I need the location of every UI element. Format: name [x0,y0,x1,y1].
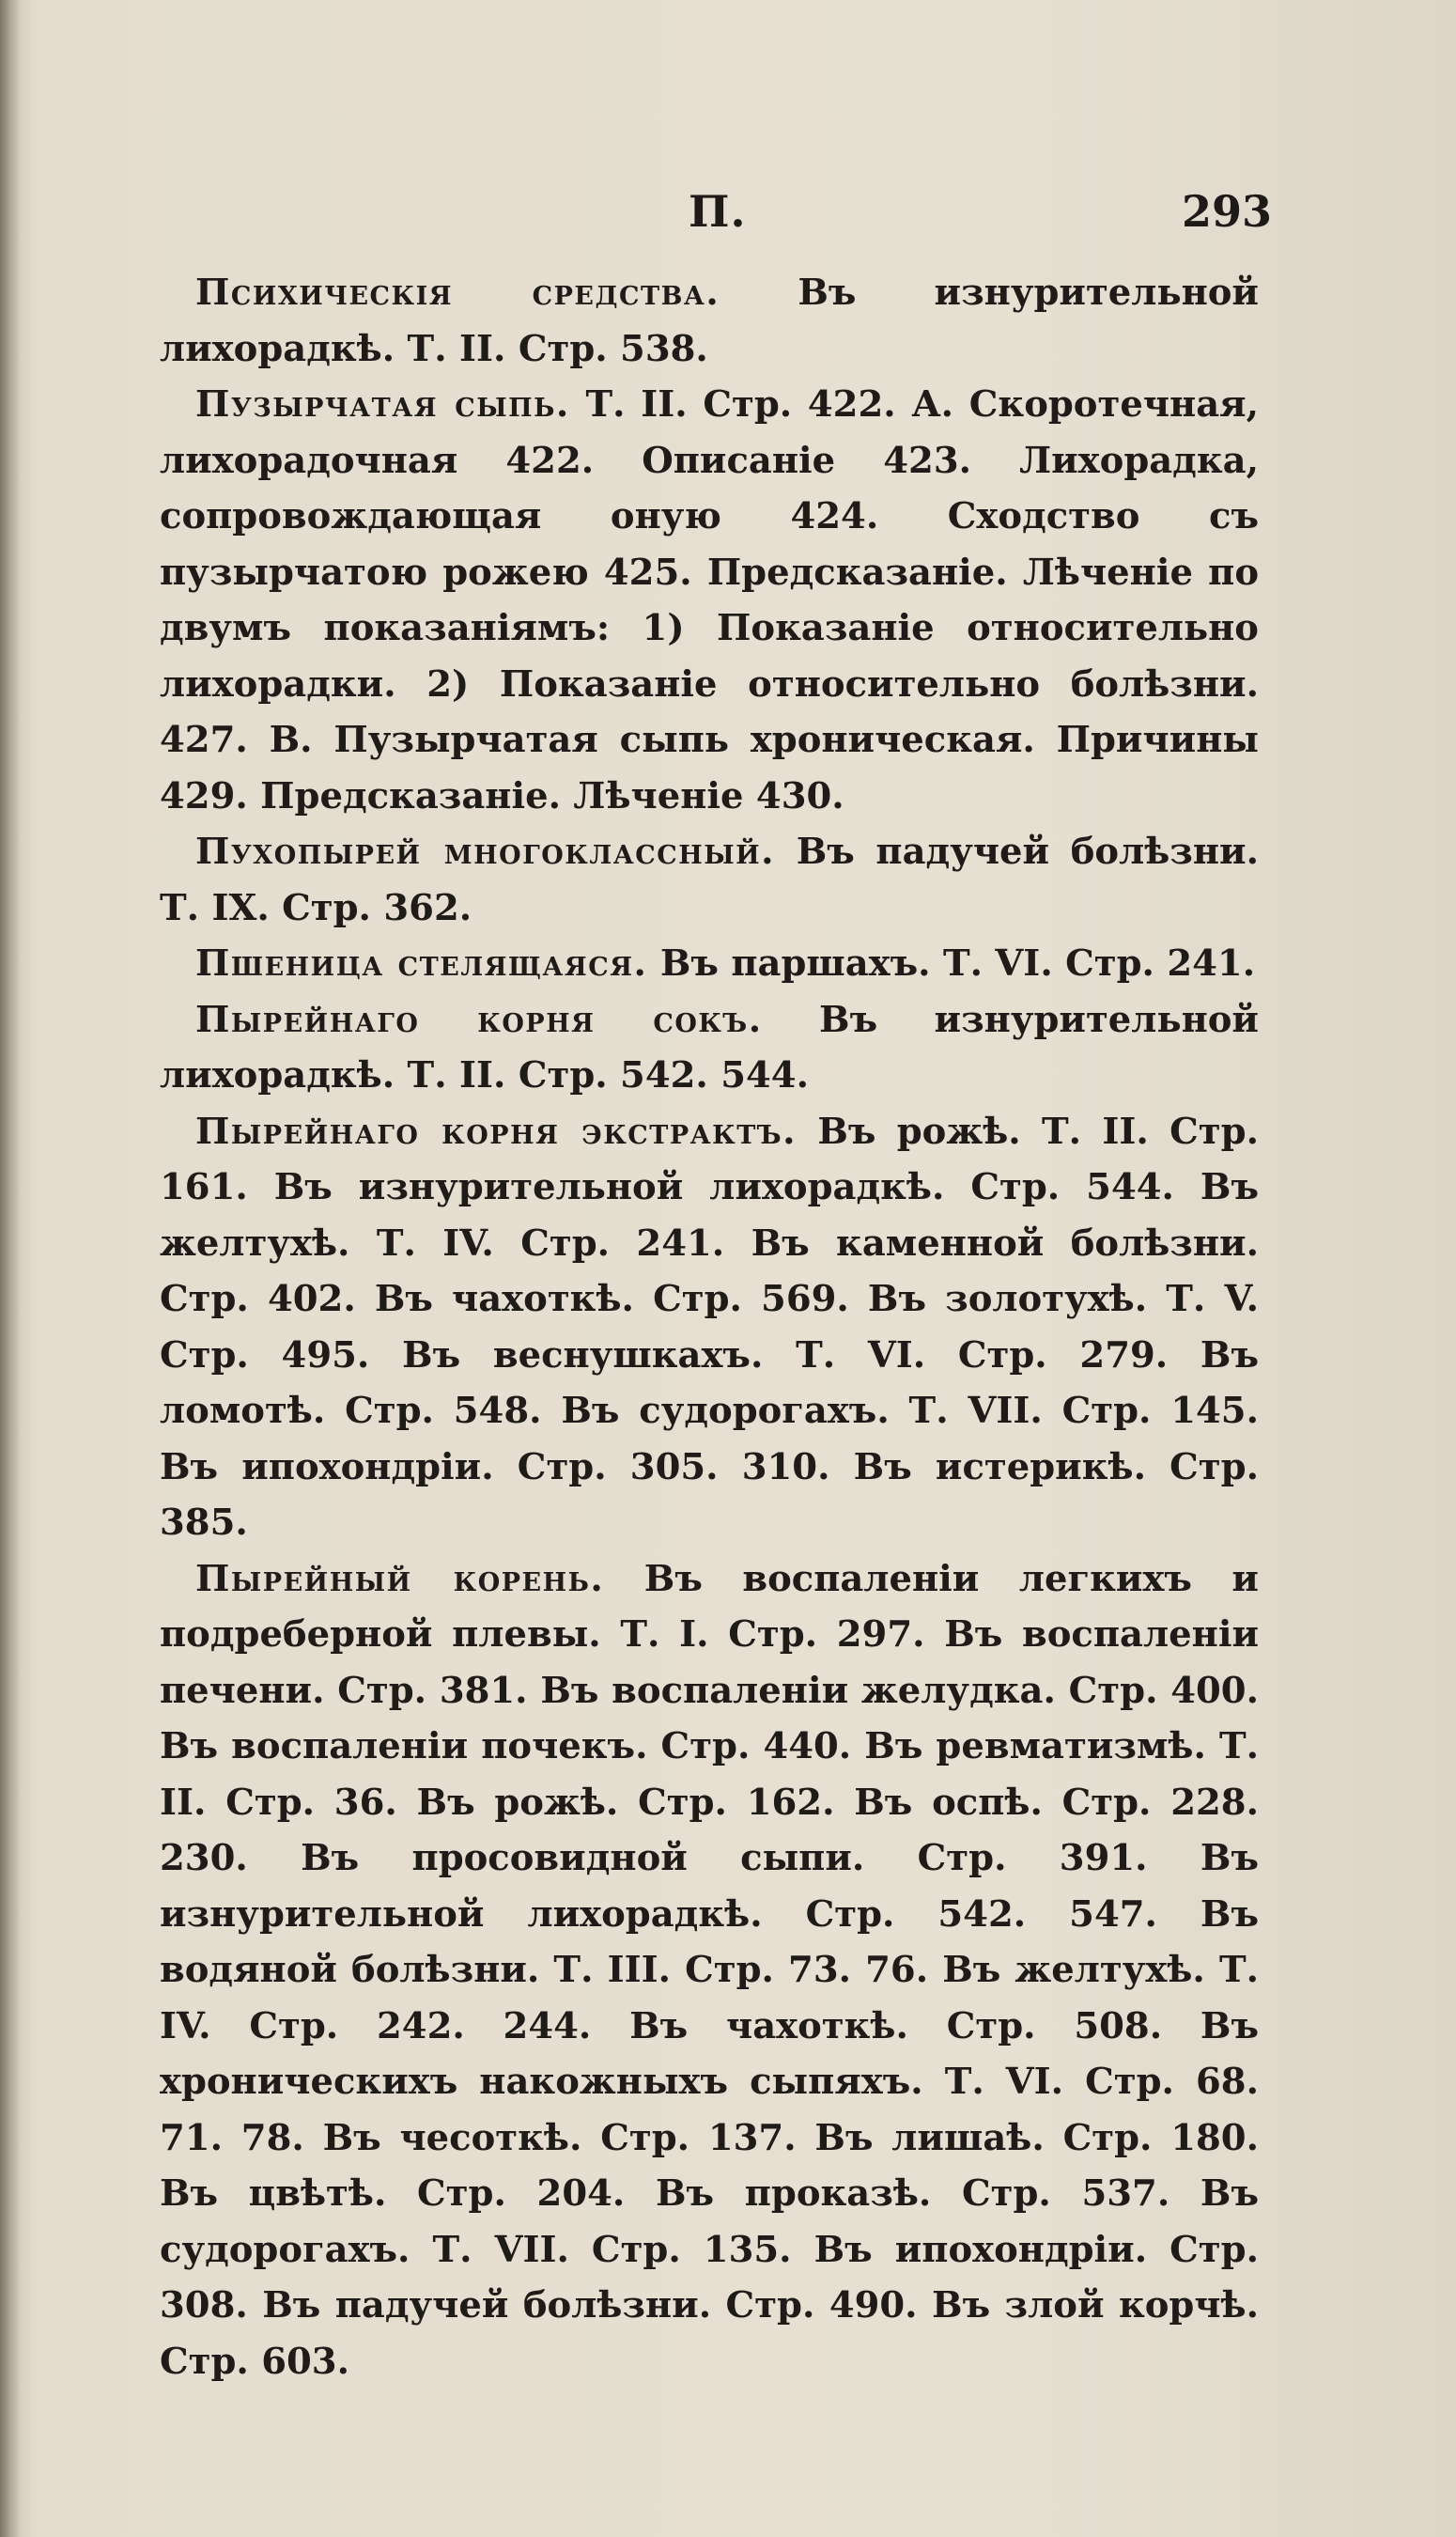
index-entry [160,1104,1259,1551]
entry-text: Въ воспаленіи легкихъ и подреберной плевы. Т. I. Стр. 297. Въ воспаленіи печени. Стр. 381. Въ воспаленіи желудка. Стр. 400. Въ воспаленіи почекъ. Стр. 440. Въ ревматизмѣ. Т. II. Стр. 36. Въ рожѣ. Стр. 162. Въ оспѣ. Стр. 228. 230. Въ просовидной сыпи. Стр. 391. Въ изнурительной лихорадкѣ. Стр. 542. 547. Въ водяной болѣзни. Т. III. Стр. 73. 76. Въ желтухѣ. Т. IV. Стр. 242. 244. Въ чахоткѣ. Стр. 508. Въ хроническихъ накожныхъ сыпяхъ. Т. VI. Стр. 68. 71. 78. Въ чесоткѣ. Стр. 137. Въ лишаѣ. Стр. 180. Въ цвѣтѣ. Стр. 204. Въ проказѣ. Стр. 537. Въ судорогахъ. Т. VII. Стр. 135. Въ ипохондріи. Стр. 308. Въ падучей болѣзни. Стр. 490. Въ злой корчѣ. Стр. 603. [160,1557,1259,2383]
entry-text: Т. II. Стр. 422. А. Скоротечная, лихорадочная 422. Описаніе 423. Лихорадка, сопровождающая оную 424. Сходство съ пузырчатою рожею 425. Предсказаніе. Лѣченіе по двумъ показаніямъ: 1) Показаніе относительно лихорадки. 2) Показаніе относительно болѣзни. 427. В. Пузырчатая сыпь хроническая. Причины 429. Предсказаніе. Лѣченіе 430. [160,383,1259,817]
index-entry [160,936,1259,992]
entry-term: Пухопырей многоклассный. [195,831,776,873]
index-entry [160,377,1259,824]
page-edge-shadow [0,0,21,2537]
entry-term: Пырейнаго корня экстрактъ. [195,1110,798,1153]
entry-term: Пшеница стелящаяся. [195,942,648,985]
entry-term: Пырейнаго корня сокъ. [195,998,763,1041]
entry-text: Въ рожѣ. Т. II. Стр. 161. Въ изнурительной лихорадкѣ. Стр. 544. Въ желтухѣ. Т. IV. Стр. 241. Въ каменной болѣзни. Стр. 402. Въ чахоткѣ. Стр. 569. Въ золотухѣ. Т. V. Стр. 495. Въ веснушкахъ. Т. VI. Стр. 279. Въ ломотѣ. Стр. 548. Въ судорогахъ. Т. VII. Стр. 145. Въ ипохондріи. Стр. 305. 310. Въ истерикѣ. Стр. 385. [160,1110,1259,1544]
index-entries [160,265,1259,2389]
entry-term: Пырейный корень. [195,1557,605,1600]
entry-text: Въ изнурительной лихорадкѣ. Т. II. Стр. 538. [160,272,1259,370]
entry-term: Пузырчатая сыпь. [195,383,570,426]
index-entry [160,992,1259,1104]
section-letter: П. [689,186,747,237]
entry-term: Психическія средства. [195,272,720,314]
page-number: 293 [1182,186,1273,237]
entry-text: Въ падучей болѣзни. Т. IX. Стр. 362. [160,831,1259,929]
index-entry [160,824,1259,936]
index-entry [160,265,1259,377]
index-entry [160,1551,1259,2390]
entry-text: Въ паршахъ. Т. VI. Стр. 241. [647,942,1256,985]
entry-text: Въ изнурительной лихорадкѣ. Т. II. Стр. 542. 544. [160,998,1259,1097]
running-head [0,179,1456,254]
